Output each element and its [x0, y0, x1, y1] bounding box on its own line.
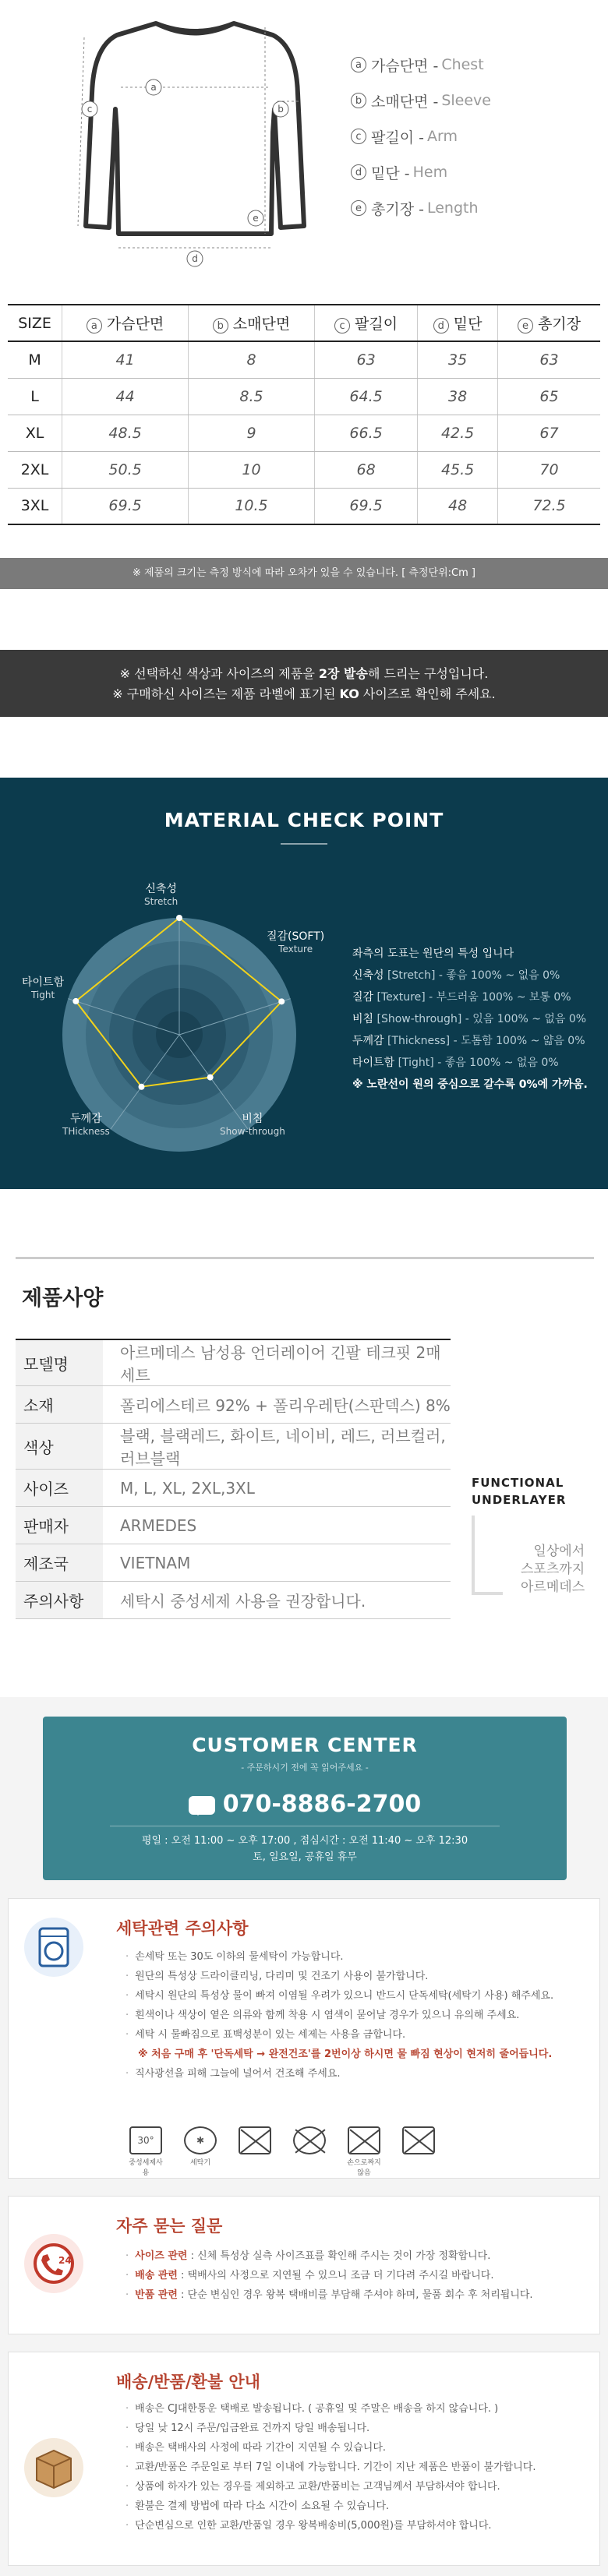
diagram-label-a: a	[150, 82, 157, 93]
list-item: · 원단의 특성상 드라이클리닝, 다리미 및 건조기 사용이 불가합니다.	[125, 1967, 593, 1986]
material-title: MATERIAL CHECK POINT	[164, 809, 444, 831]
legend-arm: c 팔길이 - Arm	[351, 118, 491, 154]
sleeve-col-header: b 소매단면	[189, 305, 315, 341]
table-row: M 41 8 63 35 63	[8, 341, 600, 378]
list-item: · 상품에 하자가 있는 경우를 제외하고 교환/반품비는 고객님께서 부담하셔야 합니다.	[125, 2477, 593, 2497]
delivery-list	[125, 2399, 593, 2535]
spec-row: 색상 블랙, 블랙레드, 화이트, 네이비, 레드, 러브컬러, 러브블랙	[16, 1424, 451, 1470]
size-col-header: SIZE	[8, 305, 62, 341]
list-item: ※ 처음 구매 후 '단독세탁 → 완전건조'를 2번이상 하시면 물 빠짐 현상이 현저히 줄어듭니다.	[138, 2048, 553, 2060]
list-item: · 배송 관련 : 택배사의 사정으로 지연될 수 있으니 조금 더 기다려 주시길 바랍니다.	[125, 2266, 593, 2285]
spec-row: 모델명 아르메데스 남성용 언더레이어 긴팔 테크핏 2매세트	[16, 1339, 451, 1386]
radar-point	[278, 998, 285, 1004]
care-icons	[125, 2126, 439, 2177]
tagline: 일상에서 스포츠까지 아르메데스	[521, 1544, 585, 1595]
chest-col-header: a 가슴단면	[62, 305, 189, 341]
size-table-header	[8, 305, 600, 341]
length-col-header: e 총기장	[497, 305, 600, 341]
spec-divider	[16, 1257, 594, 1259]
measurement-note: ※ 제품의 크기는 측정 방식에 따라 오차가 있을 수 있습니다. [ 측정단위:Cm ]	[0, 558, 608, 589]
axis-label-tight: 타이트함 Tight	[22, 976, 65, 1000]
material-legend	[352, 943, 588, 1096]
svg-text:24: 24	[58, 2255, 72, 2266]
list-item: · 사이즈 관련 : 신체 특성상 실측 사이즈표를 확인해 주시는 것이 가장 정확합니다.	[125, 2246, 593, 2266]
radar-point	[72, 998, 79, 1004]
spec-row: 판매자 ARMEDES	[16, 1507, 451, 1544]
legend-row: 두께감 [Thickness] - 도톰함 100% ~ 얇음 0%	[352, 1035, 585, 1047]
notice-line-2: ※ 구매하신 사이즈는 제품 라벨에 표기된 KO 사이즈로 확인해 주세요.	[112, 686, 496, 701]
size-table	[8, 304, 600, 525]
shipping-notice	[0, 650, 608, 717]
table-row: 3XL 69.5 10.5 69.5 48 72.5	[8, 488, 600, 524]
delivery-title: 배송/반품/환불 안내	[116, 2373, 260, 2391]
spec-row: 제조국 VIETNAM	[16, 1544, 451, 1582]
legend-row: 타이트함 [Tight] - 좋음 100% ~ 없음 0%	[352, 1057, 559, 1069]
customer-center-section	[0, 1697, 608, 2576]
radar-point	[207, 1075, 214, 1081]
title-divider	[281, 843, 327, 845]
spec-row: 소재 폴리에스테르 92% + 폴리우레탄(스판덱스) 8%	[16, 1386, 451, 1424]
arm-col-header: c 팔길이	[314, 305, 417, 341]
list-item: · 직사광선을 피해 그늘에 널어서 건조해 주세요.	[125, 2064, 593, 2084]
list-item: · 교환/반품은 주문일로 부터 7일 이내에 가능합니다. 기간이 지난 제품은 반품이 불가합니다.	[125, 2458, 593, 2477]
call-24-icon	[24, 2234, 83, 2293]
legend-note: ※ 노란선이 원의 중심으로 갈수록 0%에 가까움.	[352, 1078, 588, 1091]
wash-care-box	[8, 1898, 600, 2179]
table-row: L 44 8.5 64.5 38 65	[8, 378, 600, 415]
hand-wash-icon: 30° 중성세제사용	[125, 2126, 166, 2177]
cs-hours: 평일 : 오전 11:00 ~ 오후 17:00 , 점심시간 : 오전 11:40 ~ 오후 12:30 토, 일요일, 공휴일 휴무	[141, 1835, 468, 1863]
faq-list	[125, 2246, 593, 2305]
measurement-diagram	[0, 0, 608, 288]
no-wring-icon: 손으로짜지않음	[344, 2126, 384, 2177]
customer-center-card	[43, 1717, 567, 1880]
list-item: · 손세탁 또는 30도 이하의 물세탁이 가능합니다.	[125, 1947, 593, 1967]
table-row: 2XL 50.5 10 68 45.5 70	[8, 451, 600, 488]
cs-phone[interactable]: 070-8886-2700	[43, 1791, 567, 1818]
func-bracket-vertical	[472, 1516, 475, 1593]
list-item: · 배송은 택배사의 사정에 따라 기간이 지연될 수 있습니다.	[125, 2438, 593, 2458]
list-item: · 환불은 결제 방법에 따라 다소 시간이 소요될 수 있습니다.	[125, 2497, 593, 2516]
radar-point	[176, 915, 182, 921]
washing-machine-icon	[24, 1918, 83, 1977]
measurement-legend	[351, 47, 491, 226]
list-item: · 세탁시 원단의 특성상 물이 빠져 이염될 우려가 있으니 반드시 단독세탁(세탁기 사용) 해주세요.	[125, 1986, 593, 2006]
legend-hem: d 밑단 - Hem	[351, 154, 491, 190]
legend-length: e 총기장 - Length	[351, 190, 491, 226]
table-row: XL 48.5 9 66.5 42.5 67	[8, 415, 600, 451]
diagram-label-b: b	[277, 104, 284, 115]
list-item: · 당일 낮 12시 주문/입금완료 건까지 당일 배송됩니다.	[125, 2419, 593, 2438]
spec-row: 사이즈 M, L, XL, 2XL,3XL	[16, 1470, 451, 1507]
diagram-label-c: c	[87, 104, 93, 115]
list-item: · 반품 관련 : 단순 변심인 경우 왕복 택배비를 부담해 주셔야 하며, 물품 회수 후 처리됩니다.	[125, 2285, 593, 2305]
delivery-box	[8, 2352, 600, 2566]
radar-point	[139, 1084, 145, 1090]
legend-chest: a 가슴단면 - Chest	[351, 47, 491, 83]
faq-box	[8, 2196, 600, 2334]
func-bracket-horizontal	[472, 1592, 503, 1595]
axis-label-stretch: 신축성 Stretch	[144, 883, 179, 907]
legend-row: 비침 [Show-through] - 있음 100% ~ 없음 0%	[352, 1013, 587, 1025]
list-item: · 흰색이나 색상이 옅은 의류와 함께 착용 시 염색이 묻어날 경우가 있으니 유의해 주세요.	[125, 2006, 593, 2025]
functional-underlayer-label: FUNCTIONAL UNDERLAYER	[472, 1476, 567, 1507]
material-check-section	[0, 778, 608, 1189]
shirt-illustration	[47, 0, 343, 281]
legend-sleeve: b 소매단면 - Sleeve	[351, 83, 491, 118]
diagram-label-d: d	[192, 253, 198, 264]
spec-table	[16, 1339, 451, 1619]
legend-row: 질감 [Texture] - 부드러움 100% ~ 보통 0%	[352, 991, 571, 1004]
legend-row: 신축성 [Stretch] - 좋음 100% ~ 없음 0%	[352, 969, 560, 982]
no-tumble-dry-icon	[398, 2126, 439, 2177]
wash-title: 세탁관련 주의사항	[116, 1919, 249, 1938]
cs-title: CUSTOMER CENTER	[192, 1734, 418, 1756]
no-iron-icon	[235, 2126, 275, 2177]
legend-title: 좌측의 도표는 원단의 특성 입니다	[352, 947, 514, 960]
hem-col-header: d 밑단	[418, 305, 498, 341]
list-item: · 단순변심으로 인한 교환/반품일 경우 왕복배송비(5,000원)를 부담하셔야 합니다.	[125, 2516, 593, 2535]
chat-bubble-icon	[189, 1796, 215, 1815]
no-bleach-icon: ✱ 세탁기	[180, 2126, 221, 2177]
list-item: · 세탁 시 물빠짐으로 표백성분이 있는 세제는 사용을 금합니다.	[125, 2025, 593, 2045]
wash-list	[125, 1947, 593, 2084]
list-item: · 배송은 CJ대한통운 택배로 발송됩니다. ( 공휴일 및 주말은 배송을 하지 않습니다. )	[125, 2399, 593, 2419]
diagram-label-e: e	[253, 213, 259, 224]
faq-title: 자주 묻는 질문	[116, 2217, 223, 2235]
spec-row: 주의사항 세탁시 중성세제 사용을 권장합니다.	[16, 1582, 451, 1619]
box-package-icon	[24, 2438, 83, 2497]
axis-label-texture: 질감(SOFT) Texture	[267, 930, 325, 955]
notice-line-1: ※ 선택하신 색상과 사이즈의 제품을 2장 발송해 드리는 구성입니다.	[119, 666, 489, 681]
spec-title: 제품사양	[22, 1286, 104, 1311]
axis-label-thickness: 두께감 THickness	[62, 1113, 110, 1137]
axis-label-show-through: 비침 Show-through	[220, 1113, 285, 1137]
no-dryclean-icon	[289, 2126, 330, 2177]
cs-subtitle: - 주문하시기 전에 꼭 읽어주세요 -	[241, 1763, 369, 1773]
